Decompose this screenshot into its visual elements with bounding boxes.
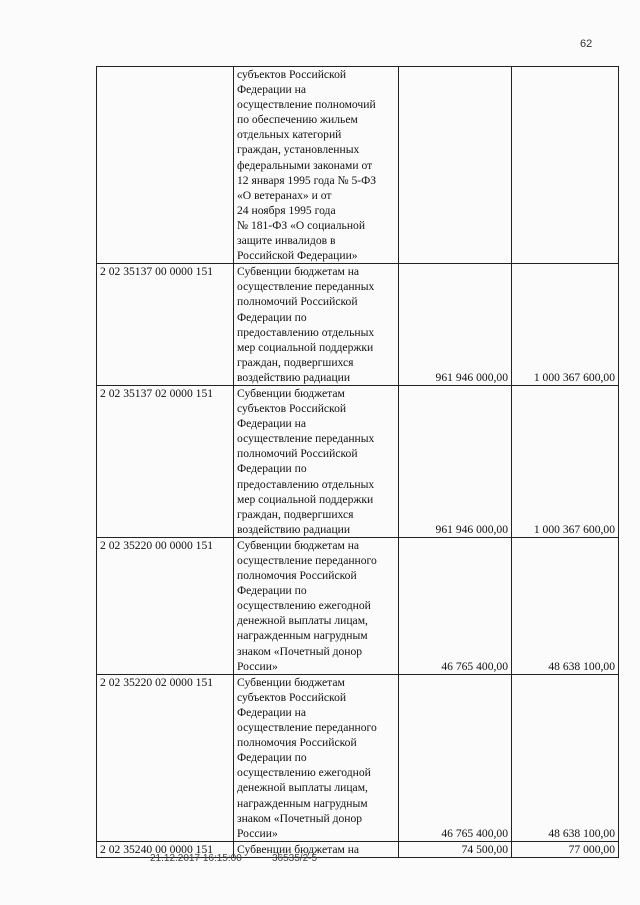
description-line: 12 января 1995 года № 5-ФЗ bbox=[237, 173, 377, 187]
description-line: Субвенции бюджетам на bbox=[237, 538, 360, 552]
description-line: осуществление переданного bbox=[237, 554, 377, 567]
description-line: отдельных категорий bbox=[237, 128, 342, 142]
description-line: граждан, подвергшихся bbox=[237, 355, 354, 369]
table-row bbox=[97, 674, 619, 841]
amount-2019-cell: 48 638 100,00 bbox=[512, 674, 619, 841]
budget-table-body bbox=[97, 67, 619, 858]
description-line: субъектов Российской bbox=[237, 690, 347, 704]
budget-code-cell: 2 02 35137 00 0000 151 bbox=[97, 264, 234, 386]
description-line: 24 ноября 1995 года bbox=[237, 203, 336, 217]
amount-2018-cell: 74 500,00 bbox=[399, 841, 512, 857]
description-line: воздействию радиации bbox=[237, 522, 351, 536]
description-line: Субвенции бюджетам на bbox=[237, 265, 360, 279]
amount-2019-cell: 48 638 100,00 bbox=[512, 537, 619, 674]
description-line: мер социальной поддержки bbox=[237, 492, 374, 506]
budget-code-cell bbox=[97, 67, 234, 264]
description-line: Федерации на bbox=[237, 705, 307, 719]
description-line: Субвенции бюджетам на bbox=[237, 842, 360, 856]
footer-timestamp: 21.12.2017 16:15:00 bbox=[150, 853, 242, 864]
description-line: Российской Федерации» bbox=[237, 249, 358, 263]
amount-2019-cell: 1 000 367 600,00 bbox=[512, 264, 619, 386]
description-cell bbox=[234, 67, 399, 264]
description-line: осуществлению ежегодной bbox=[237, 766, 371, 780]
description-line: по обеспечению жильем bbox=[237, 113, 358, 127]
description-line: № 181-ФЗ «О социальной bbox=[237, 218, 366, 232]
description-line: предоставлению отдельных bbox=[237, 477, 375, 491]
amount-2019-cell: 77 000,00 bbox=[512, 841, 619, 857]
amount-2019-cell: 1 000 367 600,00 bbox=[512, 385, 619, 537]
description-line: осуществление полномочий bbox=[237, 98, 376, 112]
footer-doc-number: 36535/2-5 bbox=[272, 853, 318, 864]
description-line: Федерации на bbox=[237, 417, 307, 431]
budget-table bbox=[96, 66, 619, 858]
amount-2018-cell: 46 765 400,00 bbox=[399, 537, 512, 674]
description-cell bbox=[234, 385, 399, 537]
description-line: награжденным нагрудным bbox=[237, 629, 368, 643]
description-line: России» bbox=[237, 826, 278, 840]
description-line: полномочия Российской bbox=[237, 736, 357, 750]
description-line: Федерации по bbox=[237, 584, 307, 598]
amount-2018-cell: 961 946 000,00 bbox=[399, 264, 512, 386]
description-cell bbox=[234, 674, 399, 841]
description-line: воздействию радиации bbox=[237, 370, 351, 384]
page-number: 62 bbox=[580, 38, 593, 50]
description-line: знаком «Почетный донор bbox=[237, 811, 363, 825]
table-row bbox=[97, 537, 619, 674]
description-line: осуществление переданных bbox=[237, 280, 375, 294]
description-line: предоставлению отдельных bbox=[237, 325, 375, 339]
description-line: денежной выплаты лицам, bbox=[237, 781, 368, 795]
description-line: Субвенции бюджетам bbox=[237, 386, 345, 400]
description-line: граждан, установленных bbox=[237, 143, 360, 157]
description-line: субъектов Российской bbox=[237, 68, 347, 81]
description-line: граждан, подвергшихся bbox=[237, 507, 354, 521]
description-line: Федерации по bbox=[237, 751, 307, 765]
description-line: денежной выплаты лицам, bbox=[237, 614, 368, 628]
amount-2018-cell bbox=[399, 67, 512, 264]
description-line: полномочия Российской bbox=[237, 569, 357, 583]
budget-code-cell: 2 02 35240 00 0000 151 bbox=[97, 841, 234, 857]
table-row bbox=[97, 264, 619, 386]
description-line: осуществление переданных bbox=[237, 432, 375, 446]
table-row bbox=[97, 385, 619, 537]
description-line: знаком «Почетный донор bbox=[237, 644, 363, 658]
table-row bbox=[97, 67, 619, 264]
amount-2019-cell bbox=[512, 67, 619, 264]
description-line: осуществлению ежегодной bbox=[237, 599, 371, 613]
budget-code-cell: 2 02 35220 00 0000 151 bbox=[97, 537, 234, 674]
description-line: Субвенции бюджетам bbox=[237, 675, 345, 689]
description-line: Федерации на bbox=[237, 83, 307, 97]
amount-2018-cell: 961 946 000,00 bbox=[399, 385, 512, 537]
description-line: Федерации по bbox=[237, 462, 307, 476]
description-cell bbox=[234, 537, 399, 674]
description-line: Федерации по bbox=[237, 310, 307, 324]
description-line: мер социальной поддержки bbox=[237, 340, 374, 354]
description-line: России» bbox=[237, 659, 278, 673]
budget-code-cell: 2 02 35137 02 0000 151 bbox=[97, 385, 234, 537]
description-line: награжденным нагрудным bbox=[237, 796, 368, 810]
description-line: полномочий Российской bbox=[237, 447, 358, 461]
amount-2018-cell: 46 765 400,00 bbox=[399, 674, 512, 841]
description-line: «О ветеранах» и от bbox=[237, 188, 332, 202]
description-line: осуществление переданного bbox=[237, 721, 377, 735]
description-cell bbox=[234, 264, 399, 386]
description-line: полномочий Российской bbox=[237, 295, 358, 309]
budget-code-cell: 2 02 35220 02 0000 151 bbox=[97, 674, 234, 841]
description-line: защите инвалидов в bbox=[237, 234, 336, 248]
description-line: федеральными законами от bbox=[237, 158, 373, 172]
description-line: субъектов Российской bbox=[237, 402, 347, 416]
